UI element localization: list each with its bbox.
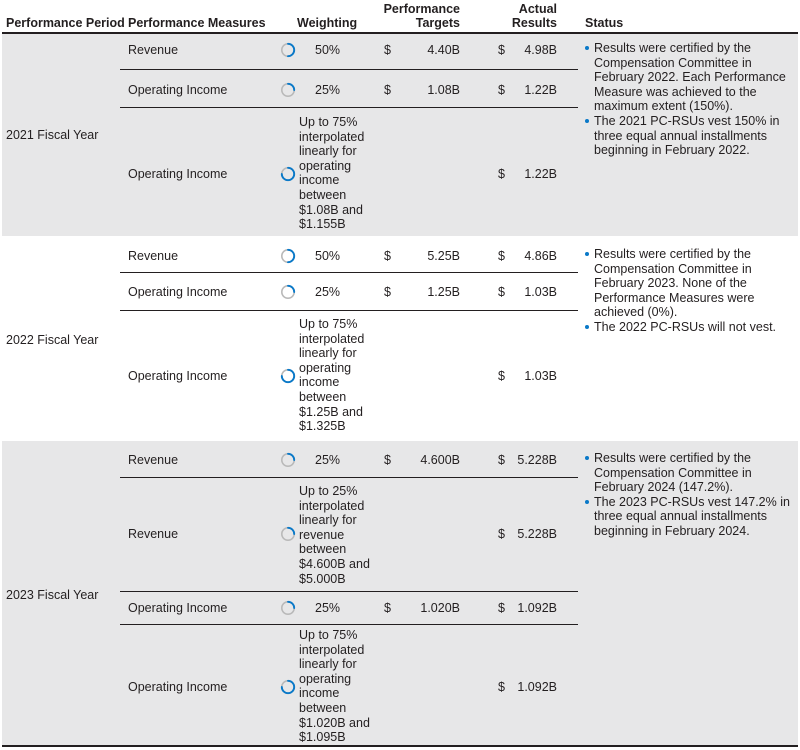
period-label: 2022 Fiscal Year [6, 333, 99, 347]
status-bullet: The 2021 PC-RSUs vest 150% in three equal annual installments beginning in February 2022. [585, 114, 790, 158]
status-bullet: Results were certified by the Compensation Committee in February 2024 (147.2%). [585, 451, 790, 495]
currency-sign: $ [498, 680, 505, 694]
currency-sign: $ [498, 527, 505, 541]
measure-label: Revenue [128, 527, 179, 541]
currency-sign: $ [384, 601, 391, 615]
weight-value: 25% [315, 453, 341, 467]
weight-ring-icon [280, 526, 296, 542]
currency-sign: $ [498, 43, 505, 57]
currency-sign: $ [498, 167, 505, 181]
currency-sign: $ [498, 249, 505, 263]
measure-label: Operating Income [128, 680, 228, 694]
weight-description: Up to 75% interpolated linearly for operating income between $1.020B and $1.095B [299, 628, 370, 745]
header-targets-line2: Targets [415, 16, 460, 30]
currency-sign: $ [384, 249, 391, 263]
weight-description: Up to 75% interpolated linearly for operating income between $1.25B and $1.325B [299, 317, 365, 434]
target-value: 1.25B [427, 285, 460, 299]
measure-label: Revenue [128, 453, 179, 467]
weight-value: 25% [315, 601, 341, 615]
actual-value: 5.228B [517, 527, 557, 541]
weight-description: Up to 25% interpolated linearly for revenue between $4.600B and $5.000B [299, 484, 370, 586]
measure-label: Revenue [128, 43, 179, 57]
status-list [585, 247, 790, 335]
status-bullet: The 2023 PC-RSUs vest 147.2% in three equal annual installments beginning in February 2024. [585, 495, 790, 539]
period-label: 2023 Fiscal Year [6, 588, 99, 602]
header-status: Status [585, 16, 624, 30]
measure-label: Operating Income [128, 285, 228, 299]
weight-ring-icon [280, 284, 296, 300]
weight-description: Up to 75% interpolated linearly for operating income between $1.08B and $1.155B [299, 115, 365, 232]
actual-value: 4.98B [524, 43, 557, 57]
currency-sign: $ [498, 83, 505, 97]
actual-value: 4.86B [524, 249, 557, 263]
measure-label: Operating Income [128, 369, 228, 383]
currency-sign: $ [384, 285, 391, 299]
actual-value: 1.03B [524, 369, 557, 383]
measure-label: Revenue [128, 249, 179, 263]
row-divider [120, 272, 578, 273]
status-list [585, 41, 790, 158]
row-divider [120, 107, 578, 108]
row-divider [120, 69, 578, 70]
target-value: 4.40B [427, 43, 460, 57]
measure-label: Operating Income [128, 167, 228, 181]
actual-value: 5.228B [517, 453, 557, 467]
weight-ring-icon [280, 368, 296, 384]
currency-sign: $ [384, 83, 391, 97]
currency-sign: $ [384, 453, 391, 467]
currency-sign: $ [498, 453, 505, 467]
weight-ring-icon [280, 600, 296, 616]
target-value: 1.08B [427, 83, 460, 97]
table-bottom-rule [2, 745, 798, 747]
weight-value: 25% [315, 83, 341, 97]
status-list [585, 451, 790, 539]
header-weighting: Weighting [297, 16, 358, 30]
header-actual-line1: Actual [518, 2, 557, 16]
currency-sign: $ [498, 285, 505, 299]
measure-label: Operating Income [128, 83, 228, 97]
target-value: 1.020B [420, 601, 460, 615]
weight-value: 50% [315, 249, 341, 263]
status-bullet: Results were certified by the Compensation Committee in February 2023. None of the Performance Measures were achieved (0%). [585, 247, 790, 320]
weight-ring-icon [280, 679, 296, 695]
weight-ring-icon [280, 248, 296, 264]
actual-value: 1.22B [524, 167, 557, 181]
weight-ring-icon [280, 452, 296, 468]
weight-ring-icon [280, 166, 296, 182]
currency-sign: $ [498, 601, 505, 615]
header-measures: Performance Measures [128, 16, 266, 30]
row-divider [120, 477, 578, 478]
weight-ring-icon [280, 82, 296, 98]
status-bullet: The 2022 PC-RSUs will not vest. [585, 320, 790, 335]
period-label: 2021 Fiscal Year [6, 128, 99, 142]
header-actual-line2: Results [511, 16, 557, 30]
status-bullet: Results were certified by the Compensation Committee in February 2022. Each Performance Measure was achieved to the maximum extent (150%). [585, 41, 790, 114]
currency-sign: $ [498, 369, 505, 383]
measure-label: Operating Income [128, 601, 228, 615]
row-divider [120, 624, 578, 625]
weight-value: 25% [315, 285, 341, 299]
row-divider [120, 591, 578, 592]
weight-ring-icon [280, 42, 296, 58]
actual-value: 1.22B [524, 83, 557, 97]
actual-value: 1.092B [517, 680, 557, 694]
actual-value: 1.03B [524, 285, 557, 299]
weight-value: 50% [315, 43, 341, 57]
actual-value: 1.092B [517, 601, 557, 615]
header-period: Performance Period [6, 16, 125, 30]
row-divider [120, 310, 578, 311]
target-value: 5.25B [427, 249, 460, 263]
target-value: 4.600B [420, 453, 460, 467]
currency-sign: $ [384, 43, 391, 57]
header-targets-line1: Performance [383, 2, 460, 16]
